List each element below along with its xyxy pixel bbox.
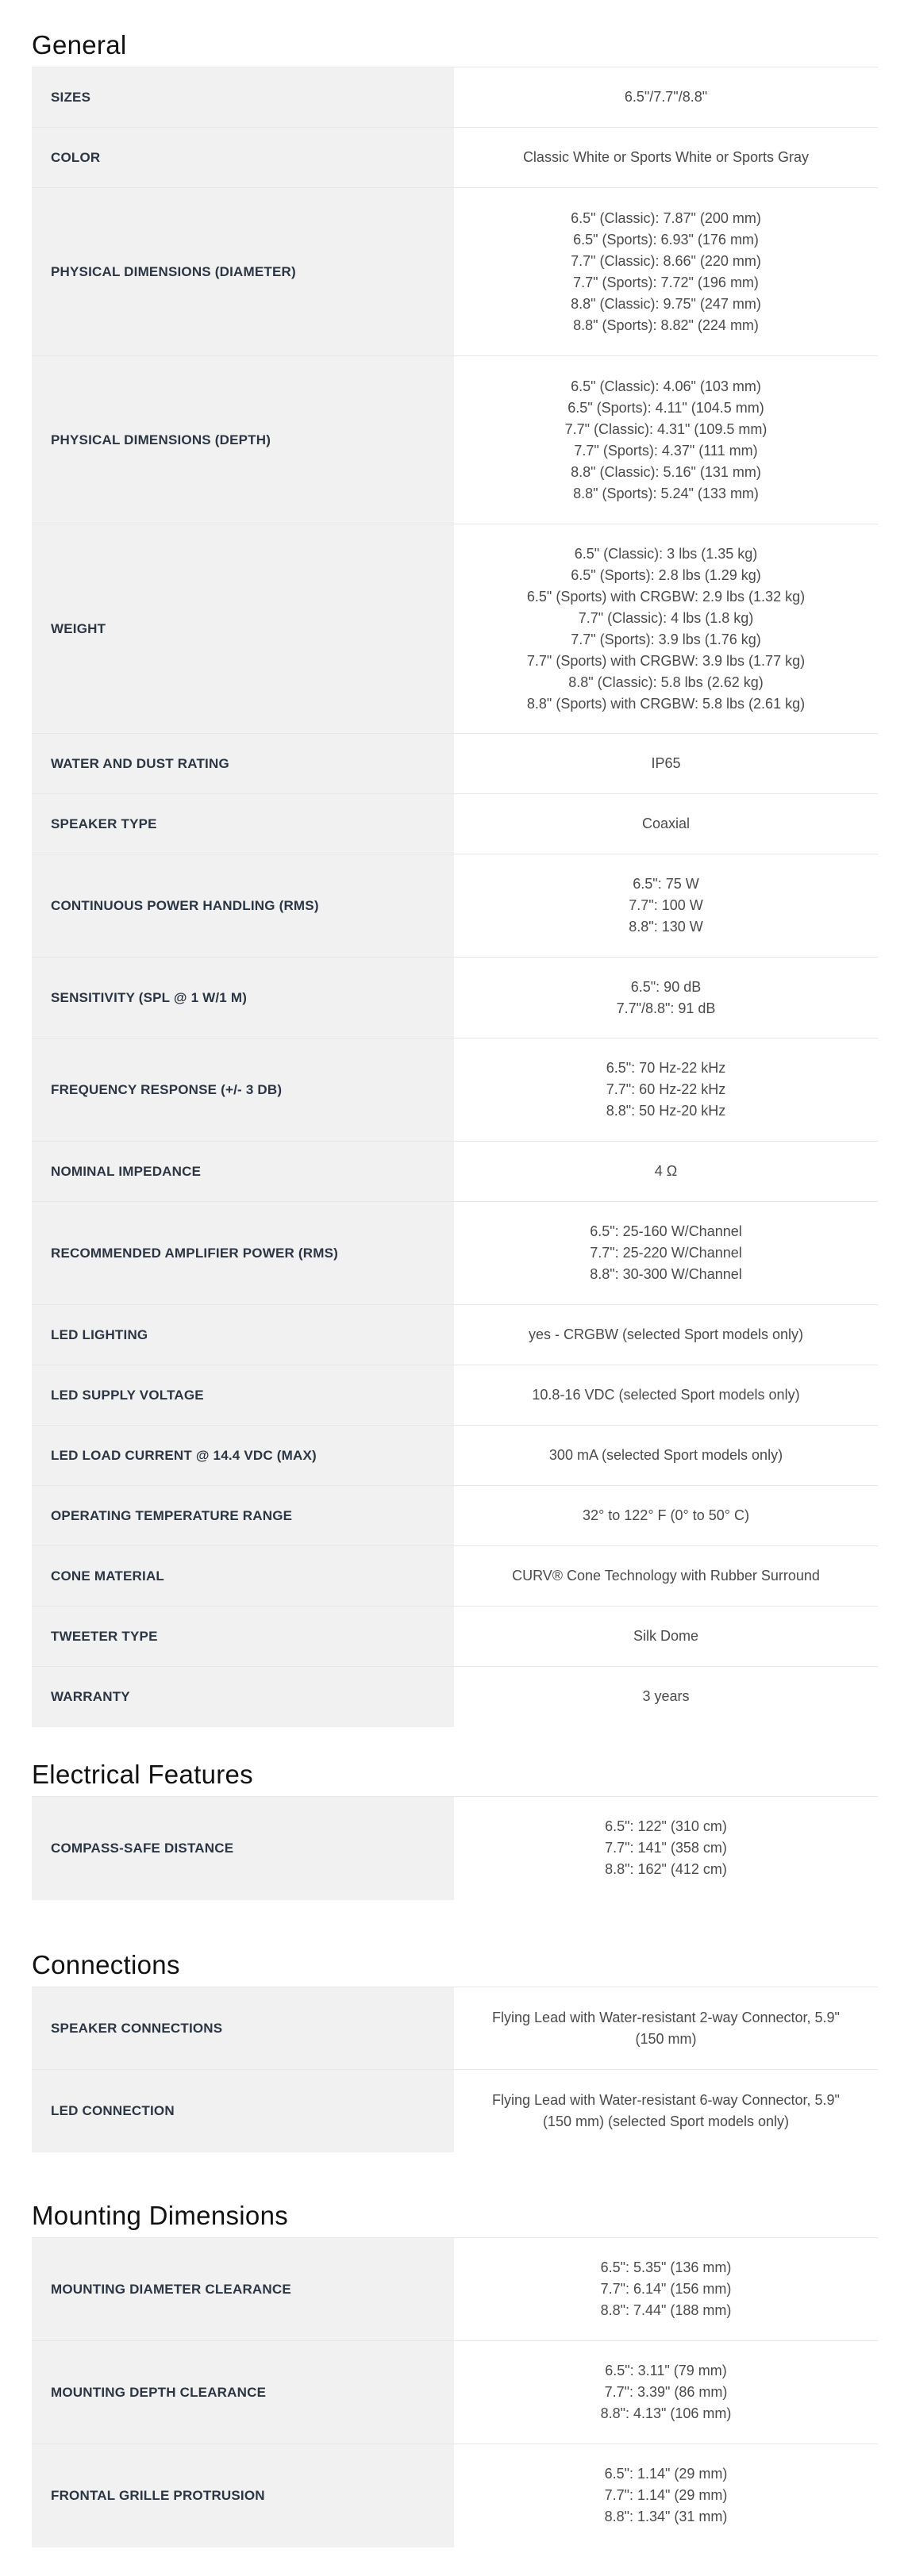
spec-label: TWEETER TYPE: [32, 1607, 454, 1667]
spec-value: [454, 2070, 878, 2152]
spec-value-line: 7.7" (Classic): 4 lbs (1.8 kg): [578, 609, 754, 626]
spec-value-line: CURV® Cone Technology with Rubber Surround: [512, 1568, 820, 1584]
spec-value: [454, 2444, 878, 2547]
spec-table: [32, 1987, 878, 2152]
spec-value: [454, 524, 878, 734]
spec-label: SPEAKER CONNECTIONS: [32, 1987, 454, 2070]
spec-label: MOUNTING DIAMETER CLEARANCE: [32, 2238, 454, 2341]
spec-value-line: 8.8" (Classic): 5.16" (131 mm): [571, 463, 761, 480]
spec-value-line: 7.7": 100 W: [629, 897, 703, 913]
spec-value: [454, 1305, 878, 1365]
spec-row: [32, 356, 878, 524]
spec-value-line: IP65: [651, 755, 681, 771]
spec-row: [32, 524, 878, 734]
spec-label: WARRANTY: [32, 1667, 454, 1727]
spec-value-line: 8.8": 130 W: [629, 919, 703, 935]
spec-value: [454, 1426, 878, 1486]
spec-value-line: 8.8" (Classic): 5.8 lbs (2.62 kg): [568, 674, 764, 690]
spec-value-line: 6.5": 70 Hz-22 kHz: [606, 1060, 726, 1076]
spec-row: [32, 2070, 878, 2152]
spec-value-line: 7.7": 3.39" (86 mm): [604, 2384, 728, 2400]
spec-table: [32, 1796, 878, 1900]
spec-value-line: 7.7" (Sports): 4.37" (111 mm): [574, 442, 758, 459]
spec-value-line: 6.5": 25-160 W/Channel: [590, 1223, 742, 1239]
spec-section: [32, 2202, 878, 2547]
spec-label: COMPASS-SAFE DISTANCE: [32, 1797, 454, 1900]
spec-value-line: 6.5" (Sports): 4.11" (104.5 mm): [568, 399, 764, 416]
spec-value-line: 8.8" (Sports): 8.82" (224 mm): [573, 317, 759, 333]
spec-value-line: 7.7" (Sports): 7.72" (196 mm): [573, 274, 759, 290]
spec-value-line: 10.8-16 VDC (selected Sport models only): [532, 1387, 800, 1403]
spec-label: CONE MATERIAL: [32, 1546, 454, 1607]
spec-row: [32, 2444, 878, 2547]
spec-label: OPERATING TEMPERATURE RANGE: [32, 1486, 454, 1546]
spec-value-line: 8.8" (Sports) with CRGBW: 5.8 lbs (2.61 kg): [526, 695, 806, 712]
spec-value-line: 6.5": 3.11" (79 mm): [605, 2363, 727, 2378]
spec-value-line: 8.8": 1.34" (31 mm): [604, 2509, 728, 2525]
spec-value: [454, 1365, 878, 1426]
spec-value-line: 6.5": 75 W: [633, 876, 699, 892]
spec-value: [454, 1038, 878, 1142]
spec-value-line: 7.7": 6.14" (156 mm): [600, 2281, 732, 2297]
section-title: Connections: [32, 1950, 180, 1979]
spec-row: [32, 1142, 878, 1202]
section-title: General: [32, 30, 127, 60]
spec-row: [32, 2238, 878, 2341]
spec-value-line: 32° to 122° F (0° to 50° C): [583, 1507, 749, 1523]
spec-label: LED CONNECTION: [32, 2070, 454, 2152]
spec-row: [32, 1607, 878, 1667]
spec-value: [454, 1486, 878, 1546]
spec-row: [32, 1667, 878, 1727]
spec-value: [454, 958, 878, 1038]
spec-row: [32, 2341, 878, 2444]
spec-value-line: 7.7": 141" (358 cm): [605, 1840, 727, 1856]
spec-value: [454, 854, 878, 958]
section-title: Electrical Features: [32, 1760, 253, 1789]
spec-value-line: 6.5": 5.35" (136 mm): [600, 2259, 732, 2275]
spec-row: [32, 1797, 878, 1900]
spec-value-line: 7.7" (Sports): 3.9 lbs (1.76 kg): [571, 631, 761, 647]
spec-value: [454, 794, 878, 854]
spec-value-line: 6.5" (Sports) with CRGBW: 2.9 lbs (1.32 kg): [526, 588, 806, 605]
spec-row: [32, 1202, 878, 1305]
spec-value-line: 7.7": 60 Hz-22 kHz: [606, 1081, 726, 1097]
spec-value-line: 6.5": 122" (310 cm): [605, 1818, 727, 1835]
spec-value: [454, 67, 878, 128]
spec-row: [32, 1546, 878, 1607]
spec-value-line: 7.7": 1.14" (29 mm): [604, 2487, 728, 2504]
spec-label: SPEAKER TYPE: [32, 794, 454, 854]
spec-value-line: Flying Lead with Water-resistant 2-way Connector, 5.9" (150 mm): [492, 2009, 840, 2047]
spec-value-line: 8.8" (Sports): 5.24" (133 mm): [573, 485, 759, 501]
spec-value-line: 6.5" (Classic): 7.87" (200 mm): [571, 209, 761, 226]
spec-value-line: 8.8": 50 Hz-20 kHz: [606, 1103, 726, 1119]
section-title: Mounting Dimensions: [32, 2201, 289, 2230]
spec-label: PHYSICAL DIMENSIONS (DEPTH): [32, 356, 454, 524]
spec-label: COLOR: [32, 128, 454, 188]
spec-value-line: 7.7" (Classic): 8.66" (220 mm): [571, 252, 761, 269]
spec-value-line: 8.8": 4.13" (106 mm): [600, 2405, 732, 2421]
spec-value: [454, 2238, 878, 2341]
spec-label: LED LOAD CURRENT @ 14.4 VDC (MAX): [32, 1426, 454, 1486]
spec-value-line: 6.5": 1.14" (29 mm): [604, 2466, 728, 2482]
spec-label: NOMINAL IMPEDANCE: [32, 1142, 454, 1202]
spec-label: MOUNTING DEPTH CLEARANCE: [32, 2341, 454, 2444]
spec-value-line: 6.5" (Sports): 6.93" (176 mm): [573, 231, 759, 248]
spec-value: [454, 1987, 878, 2070]
spec-value-line: 8.8" (Classic): 9.75" (247 mm): [571, 295, 761, 312]
spec-table: [32, 2237, 878, 2547]
spec-value-line: 4 Ω: [654, 1163, 678, 1179]
spec-value: [454, 356, 878, 524]
spec-value: [454, 1546, 878, 1607]
spec-label: FREQUENCY RESPONSE (+/- 3 DB): [32, 1038, 454, 1142]
spec-value-line: 7.7" (Classic): 4.31" (109.5 mm): [564, 420, 768, 437]
spec-value-line: 3 years: [642, 1688, 690, 1705]
spec-row: [32, 128, 878, 188]
spec-value-line: Flying Lead with Water-resistant 6-way Connector, 5.9" (150 mm) (selected Sport models only): [492, 2091, 840, 2129]
spec-value-line: 6.5": 90 dB: [630, 978, 702, 995]
spec-row: [32, 958, 878, 1038]
spec-value-line: 6.5" (Sports): 2.8 lbs (1.29 kg): [571, 566, 761, 583]
spec-label: PHYSICAL DIMENSIONS (DIAMETER): [32, 188, 454, 356]
spec-value: [454, 188, 878, 356]
spec-value: [454, 1142, 878, 1202]
spec-row: [32, 1987, 878, 2070]
spec-value: [454, 1797, 878, 1900]
spec-value-line: 8.8": 7.44" (188 mm): [600, 2302, 732, 2318]
spec-value: [454, 2341, 878, 2444]
spec-table: [32, 67, 878, 1727]
spec-value-line: 8.8": 30-300 W/Channel: [590, 1266, 742, 1282]
spec-value-line: Classic White or Sports White or Sports Gray: [522, 149, 810, 165]
spec-value-line: Silk Dome: [633, 1628, 699, 1644]
spec-value-line: 7.7": 25-220 W/Channel: [590, 1245, 742, 1261]
spec-label: RECOMMENDED AMPLIFIER POWER (RMS): [32, 1202, 454, 1305]
spec-label: LED SUPPLY VOLTAGE: [32, 1365, 454, 1426]
spec-label: WATER AND DUST RATING: [32, 734, 454, 794]
spec-row: [32, 1365, 878, 1426]
spec-row: [32, 188, 878, 356]
spec-row: [32, 1426, 878, 1486]
spec-label: SENSITIVITY (SPL @ 1 W/1 M): [32, 958, 454, 1038]
spec-value-line: 8.8": 162" (412 cm): [605, 1861, 727, 1878]
spec-row: [32, 1038, 878, 1142]
spec-value-line: yes - CRGBW (selected Sport models only): [528, 1326, 804, 1342]
spec-value: [454, 1607, 878, 1667]
spec-label: LED LIGHTING: [32, 1305, 454, 1365]
spec-value: [454, 1202, 878, 1305]
spec-label: CONTINUOUS POWER HANDLING (RMS): [32, 854, 454, 958]
spec-label: WEIGHT: [32, 524, 454, 734]
spec-value-line: 7.7" (Sports) with CRGBW: 3.9 lbs (1.77 kg): [526, 652, 806, 669]
spec-section: [32, 1952, 878, 2152]
spec-row: [32, 734, 878, 794]
spec-row: [32, 1486, 878, 1546]
spec-value: [454, 1667, 878, 1727]
spec-value-line: 300 mA (selected Sport models only): [548, 1447, 783, 1463]
spec-value-line: 6.5" (Classic): 4.06" (103 mm): [571, 378, 761, 394]
spec-value-line: 6.5" (Classic): 3 lbs (1.35 kg): [574, 545, 758, 562]
spec-section: [32, 32, 878, 1727]
spec-value-line: 7.7"/8.8": 91 dB: [616, 1000, 716, 1016]
spec-value: [454, 734, 878, 794]
spec-row: [32, 794, 878, 854]
spec-value: [454, 128, 878, 188]
spec-section: [32, 1761, 878, 1900]
spec-value-line: 6.5"/7.7"/8.8": [624, 89, 708, 105]
spec-row: [32, 854, 878, 958]
spec-label: SIZES: [32, 67, 454, 128]
spec-row: [32, 67, 878, 128]
spec-label: FRONTAL GRILLE PROTRUSION: [32, 2444, 454, 2547]
spec-row: [32, 1305, 878, 1365]
spec-value-line: Coaxial: [641, 816, 691, 831]
